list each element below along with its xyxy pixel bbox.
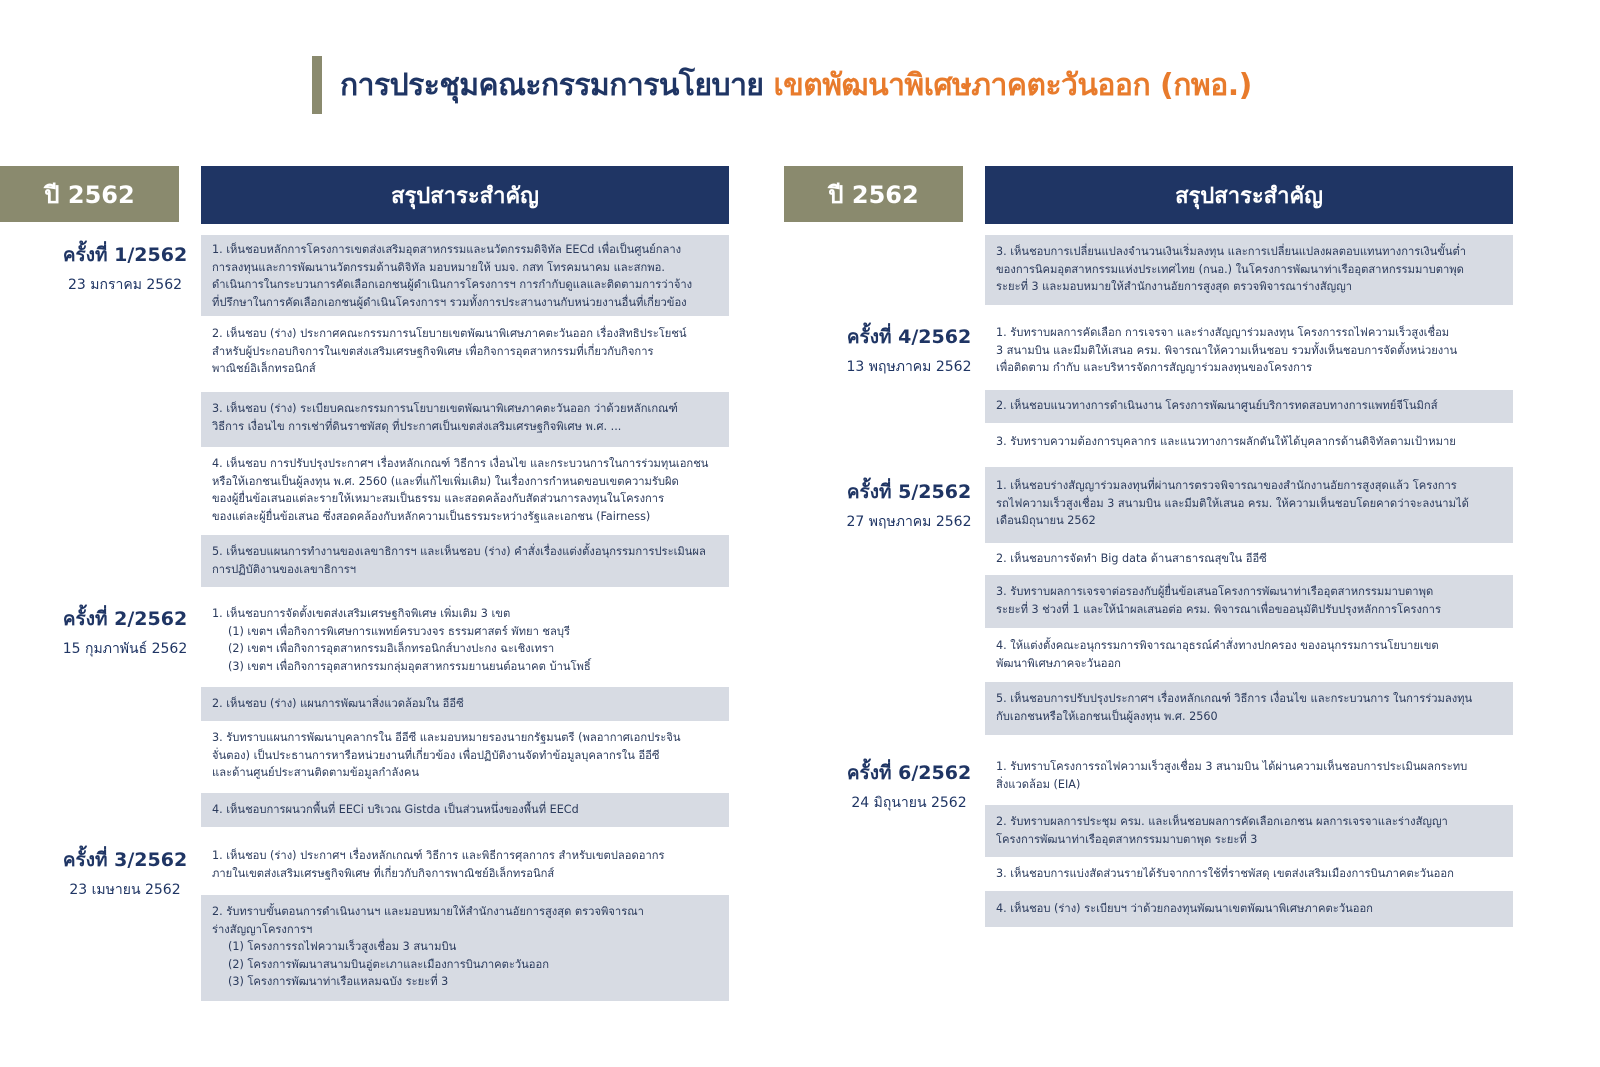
item-line: 3 สนามบิน และมีมติให้เสนอ ครม. พิจารณาให้ความเห็นชอบ รวมทั้งเห็นชอบการจัดตั้งหน่วยงาน <box>996 343 1458 357</box>
item-line: (3) เขตฯ เพื่อกิจการอุตสาหกรรมกลุ่มอุตสาหกรรมยานยนต์อนาคต บ้านโพธิ์ <box>228 659 591 673</box>
item-line: พาณิชย์อิเล็กทรอนิกส์ <box>212 362 316 376</box>
item-line: 2. เห็นชอบแนวทางการดำเนินงาน โครงการพัฒนาศูนย์บริการทดสอบทางการแพทย์จีโนมิกส์ <box>996 399 1438 412</box>
summary-item <box>985 805 1513 857</box>
item-line: 2. เห็นชอบ (ร่าง) ประกาศคณะกรรมการนโยบายเขตพัฒนาพิเศษภาคตะวันออก เรื่องสิทธิประโยชน์ <box>212 327 687 340</box>
item-line: ระยะที่ 3 ช่วงที่ 1 และให้นำผลเสนอต่อ ครม. พิจารณาเพื่อขออนุมัติปรับปรุงหลักการโครงการ <box>996 602 1441 616</box>
item-line: 3. รับทราบผลการเจรจาต่อรองกับผู้ยื่นข้อเสนอโครงการพัฒนาท่าเรืออุตสาหกรรมมาบตาพุด <box>996 585 1434 598</box>
meeting-title: ครั้งที่ 6/2562 <box>846 762 972 784</box>
meeting-title: ครั้งที่ 5/2562 <box>846 481 972 503</box>
item-line: 4. ให้แต่งตั้งคณะอนุกรรมการพิจารณาอุธรณ์คำสั่งทางปกครอง ของอนุกรรมการนโยบายเขต <box>996 639 1439 652</box>
item-line: ของการนิคมอุตสาหกรรมแห่งประเทศไทย (กนอ.) ในโครงการพัฒนาท่าเรืออุตสาหกรรมมาบตาพุด <box>996 262 1464 276</box>
item-line: พัฒนาพิเศษภาคจะวันออก <box>996 656 1121 670</box>
meeting-date: 15 กุมภาพันธ์ 2562 <box>62 641 188 657</box>
item-line: ระยะที่ 3 และมอบหมายให้สำนักงานอัยการสูงสุด ตรวจพิจารณาร่างสัญญา <box>996 280 1353 294</box>
summary-item <box>985 891 1513 927</box>
item-line: 1. เห็นชอบหลักการโครงการเขตส่งเสริมอุตสาหกรรมและนวัตกรรมดิจิทัล EECd เพื่อเป็นศูนย์กลาง <box>212 243 682 256</box>
item-line: (2) โครงการพัฒนาสนามบินอู่ตะเภาและเมืองการบินภาคตะวันออก <box>228 957 550 971</box>
meeting-title: ครั้งที่ 2/2562 <box>62 608 188 630</box>
item-line: 3. เห็นชอบการแบ่งสัดส่วนรายได้รับจากการใช้ที่ราชพัสดุ เขตส่งเสริมเมืองการบินภาคตะวันออก <box>996 867 1454 880</box>
item-line: เพื่อติดตาม กำกับ และบริหารจัดการสัญญาร่วมลงทุนของโครงการ <box>996 361 1313 375</box>
item-line: ดำเนินการในกระบวนการคัดเลือกเอกชนผู้ดำเนินการโครงการฯ การกำกับดูแลและติดตามการว่าจ้าง <box>212 278 693 292</box>
left-summary-list <box>201 235 729 1001</box>
summary-item <box>201 235 729 316</box>
item-line: และด้านศูนย์ประสานติดตามข้อมูลกำลังคน <box>212 766 420 780</box>
summary-item <box>201 687 729 721</box>
summary-item <box>201 793 729 827</box>
item-line: จั่นตอง) เป็นประธานการหารือหน่วยงานที่เกี่ยวข้อง เพื่อปฏิบัติงานจัดทำข้อมูลบุคลากรใน อีอีซี <box>212 748 660 762</box>
right-year-tab: ปี 2562 <box>784 166 963 222</box>
summary-item <box>985 857 1513 891</box>
item-line: สำหรับผู้ประกอบกิจการในเขตส่งเสริมเศรษฐกิจพิเศษ เพื่อกิจการอุตสาหกรรมที่เกี่ยวกับกิจการ <box>212 344 654 358</box>
item-line: เดือนมิถุนายน 2562 <box>996 514 1096 528</box>
item-line: 2. รับทราบผลการประชุม ครม. และเห็นชอบผลการคัดเลือกเอกชน ผลการเจรจาและร่างสัญญา <box>996 815 1448 828</box>
item-line: 1. รับทราบผลการคัดเลือก การเจรจา และร่างสัญญาร่วมลงทุน โครงการรถไฟความเร็วสูงเชื่อม <box>996 326 1450 339</box>
meeting-5 <box>836 477 982 533</box>
item-line: 1. เห็นชอบการจัดตั้งเขตส่งเสริมเศรษฐกิจพิเศษ เพิ่มเติม 3 เขต <box>212 607 511 620</box>
right-summary-header: สรุปสาระสำคัญ <box>985 166 1513 224</box>
title-text <box>340 62 1252 109</box>
meeting-title: ครั้งที่ 3/2562 <box>62 849 188 871</box>
meeting-title: ครั้งที่ 4/2562 <box>846 326 972 348</box>
title-accent-bar <box>312 56 322 114</box>
item-line: 4. เห็นชอบ (ร่าง) ระเบียบฯ ว่าด้วยกองทุนพัฒนาเขตพัฒนาพิเศษภาคตะวันออก <box>996 902 1373 915</box>
meeting-date: 27 พฤษภาคม 2562 <box>846 514 972 530</box>
meeting-2 <box>52 604 198 660</box>
item-line: ร่างสัญญาโครงการฯ <box>212 922 313 936</box>
summary-item <box>985 575 1513 628</box>
summary-item <box>985 628 1513 682</box>
meeting-6 <box>836 758 982 814</box>
summary-item <box>985 423 1513 467</box>
item-line: ที่ปรึกษาในการคัดเลือกเอกชนผู้ดำเนินโครงการฯ รวมทั้งการประสานงานกับหน่วยงานอื่นที่เกี่ยวข้อง <box>212 295 687 309</box>
page-title <box>312 56 1252 114</box>
item-line: การปฏิบัติงานของเลขาธิการฯ <box>212 562 357 576</box>
summary-item <box>201 316 729 392</box>
item-line: (1) โครงการรถไฟความเร็วสูงเชื่อม 3 สนามบิน <box>228 940 457 954</box>
item-line: 3. รับทราบความต้องการบุคลากร และแนวทางการผลักดันให้ได้บุคลากรด้านดิจิทัลตามเป้าหมาย <box>996 435 1456 448</box>
item-line: สิ่งแวดล้อม (EIA) <box>996 777 1081 791</box>
item-line: 4. เห็นชอบ การปรับปรุงประกาศฯ เรื่องหลักเกณฑ์ วิธีการ เงื่อนไข และกระบวนการในการร่วมทุนเอกชน <box>212 457 709 470</box>
summary-item <box>985 543 1513 575</box>
meeting-4 <box>836 322 982 378</box>
item-line: 2. เห็นชอบการจัดทำ Big data ด้านสาธารณสุขใน อีอีซี <box>996 552 1267 565</box>
item-line: 3. เห็นชอบการเปลี่ยนแปลงจำนวนเงินเริ่มลงทุน และการเปลี่ยนแปลงผลตอบแทนทางการเงินขั้นต่ำ <box>996 245 1467 258</box>
summary-item <box>201 447 729 535</box>
summary-item <box>985 305 1513 390</box>
left-summary-header: สรุปสาระสำคัญ <box>201 166 729 224</box>
item-line: ของแต่ละผู้ยื่นข้อเสนอ ซึ่งสอดคล้องกับหลักความเป็นธรรมระหว่างรัฐและเอกชน (Fairness) <box>212 509 651 523</box>
title-part-1: การประชุมคณะกรรมการนโยบาย <box>340 67 764 103</box>
item-line: 3. เห็นชอบ (ร่าง) ระเบียบคณะกรรมการนโยบายเขตพัฒนาพิเศษภาคตะวันออก ว่าด้วยหลักเกณฑ์ <box>212 402 678 415</box>
item-line: (3) โครงการพัฒนาท่าเรือแหลมฉบัง ระยะที่ 3 <box>228 975 449 989</box>
item-line: การลงทุนและการพัฒนานวัตกรรมด้านดิจิทัล มอบหมายให้ บมจ. กสท โทรคมนาคม และสกพอ. <box>212 260 665 274</box>
item-line: 4. เห็นชอบการผนวกพื้นที่ EECi บริเวณ Gistda เป็นส่วนหนึ่งของพื้นที่ EECd <box>212 803 579 816</box>
item-line: 3. รับทราบแผนการพัฒนาบุคลากรใน อีอีซี และมอบหมายรองนายกรัฐมนตรี (พลอากาศเอกประจิน <box>212 731 681 744</box>
item-line: (1) เขตฯ เพื่อกิจการพิเศษการแพทย์ครบวงจร ธรรมศาสตร์ พัทยา ชลบุรี <box>228 624 570 638</box>
item-line: วิธีการ เงื่อนไข การเช่าที่ดินราชพัสดุ ที่ประกาศเป็นเขตส่งเสริมเศรษฐกิจพิเศษ พ.ศ. ... <box>212 419 622 433</box>
item-line: 2. เห็นชอบ (ร่าง) แผนการพัฒนาสิ่งแวดล้อมใน อีอีซี <box>212 697 464 710</box>
right-summary-list <box>985 235 1513 927</box>
summary-item <box>985 735 1513 805</box>
item-line: (2) เขตฯ เพื่อกิจการอุตสาหกรรมอิเล็กทรอนิกส์บางปะกง ฉะเชิงเทรา <box>228 642 555 656</box>
meeting-1 <box>52 240 198 296</box>
meeting-title: ครั้งที่ 1/2562 <box>62 244 188 266</box>
item-line: 1. รับทราบโครงการรถไฟความเร็วสูงเชื่อม 3 สนามบิน ได้ผ่านความเห็นชอบการประเมินผลกระทบ <box>996 760 1468 773</box>
item-line: 5. เห็นชอบการปรับปรุงประกาศฯ เรื่องหลักเกณฑ์ วิธีการ เงื่อนไข และกระบวนการ ในการร่วมลงทุน <box>996 692 1473 705</box>
item-line: ภายในเขตส่งเสริมเศรษฐกิจพิเศษ ที่เกี่ยวกับกิจการพาณิชย์อิเล็กทรอนิกส์ <box>212 866 555 880</box>
item-line: หรือให้เอกชนเป็นผู้ลงทุน พ.ศ. 2560 (และที่แก้ไขเพิ่มเติม) ในเรื่องการกำหนดขอบเขตความรับผิด <box>212 474 679 488</box>
item-line: โครงการพัฒนาท่าเรืออุตสาหกรรมมาบตาพุด ระยะที่ 3 <box>996 832 1258 846</box>
meeting-date: 23 มกราคม 2562 <box>67 277 183 293</box>
summary-item <box>201 827 729 895</box>
item-line: 2. รับทราบขั้นตอนการดำเนินงานฯ และมอบหมายให้สำนักงานอัยการสูงสุด ตรวจพิจารณา <box>212 905 644 918</box>
meeting-date: 13 พฤษภาคม 2562 <box>846 359 972 375</box>
summary-item <box>201 535 729 587</box>
summary-item <box>201 587 729 687</box>
item-line: 1. เห็นชอบร่างสัญญาร่วมลงทุนที่ผ่านการตรวจพิจารณาของสำนักงานอัยการสูงสุดแล้ว โครงการ <box>996 479 1457 492</box>
summary-item <box>985 682 1513 735</box>
left-year-tab: ปี 2562 <box>0 166 179 222</box>
title-part-2: เขตพัฒนาพิเศษภาคตะวันออก (กพอ.) <box>773 67 1252 103</box>
item-line: กับเอกชนหรือให้เอกชนเป็นผู้ลงทุน พ.ศ. 2560 <box>996 709 1218 723</box>
summary-item <box>985 390 1513 423</box>
item-line: รถไฟความเร็วสูงเชื่อม 3 สนามบิน และมีมติให้เสนอ ครม. ให้ความเห็นชอบโดยคาดว่าจะลงนามได้ <box>996 496 1469 510</box>
summary-item <box>201 721 729 793</box>
summary-item <box>985 235 1513 305</box>
meeting-3 <box>52 845 198 901</box>
summary-item <box>201 392 729 447</box>
meeting-date: 23 เมษายน 2562 <box>69 882 181 898</box>
item-line: 5. เห็นชอบแผนการทำงานของเลขาธิการฯ และเห็นชอบ (ร่าง) คำสั่งเรื่องแต่งตั้งอนุกรรมการประเมินผล <box>212 545 706 558</box>
summary-item <box>201 895 729 1001</box>
summary-item <box>985 467 1513 543</box>
item-line: ของผู้ยื่นข้อเสนอแต่ละรายให้เหมาะสมเป็นธรรม และสอดคล้องกับสัดส่วนการลงทุนในโครงการ <box>212 492 665 506</box>
meeting-date: 24 มิถุนายน 2562 <box>851 795 967 811</box>
item-line: 1. เห็นชอบ (ร่าง) ประกาศฯ เรื่องหลักเกณฑ์ วิธีการ และพิธีการศุลกากร สำหรับเขตปลอดอากร <box>212 849 665 862</box>
